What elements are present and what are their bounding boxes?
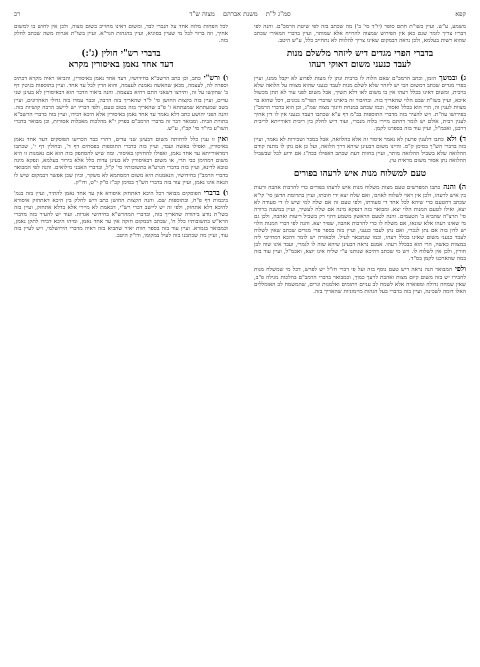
text-paragraph — [254, 74, 466, 133]
paragraph-lemma: ד) ולא — [446, 134, 466, 144]
section-title-line: בדברי רש"י חולין (ג':) — [81, 49, 161, 60]
page-number: רכ — [14, 10, 21, 18]
paragraph-body: כתב, וכן כתב הרשב"א בחידושיו, דעד אחד נאמן באיסורין, והביאו ראיה מקרא דכתיב וספרה לה, לעצמה, מכאן שהאשה נאמנת לעצמה, והוא הדין לכל עד אחד. ועיין בתוספות בגיטין דף ב' שהקשו על זה, ותירצו דשאני התם דהיא בעצמה. והנה ביאור הדבר הוא דבאיסורין לא בעינן שני עדים, ועיין בזה בקצות החושן סי' ל"ד שהאריך בזה הרבה, וכבר עמדו בזה גדולי האחרונים, ועיין בשב שמעתתא שמעתתא ו' פ"ב שהאריך בזה בטוב טעם, ולפי דבריו יש ליישב הרבה קושיות בזה. והנה הפני יהושע כתב דלא נאמר עד אחד נאמן באיסורין אלא היכא דבידו, ועיין בזה בדברי הרשב"א בתורת הבית. ומבואר דבר זה בדברי הרמב"ם בפרק י"א מהלכות מאכלות אסורות, וכן מבואר בדברי השו"ע ביו"ד סי' קכ"ז, ע"ש. — [14, 76, 228, 132]
text-paragraph — [14, 135, 228, 187]
header-book-title: משנת אברהם — [223, 10, 258, 18]
paragraph-lemma: ו) ורש"י — [203, 73, 228, 83]
header-center-title: סמ"ג ל"ת — [265, 10, 291, 18]
paragraph-body: הזמן, וכתב הרמב"ם שאם הלוה לו ברבית ונתן לו מעות לפרוע לא יקבל ממנו, ועיין בפרי מגדים שכתב דמשום הכי יש ליזהר שלא לשלם מנות לעבד כנעני שהוא מצווה על הלואה שלא ברבית, ומשום דאינו בכלל רעהו אין בו משום לאו דלא תשיך, אבל משום לפני עור לא תתן מכשול איכא, ועיין בשו"ת שבט הלוי שהאריך בזה. ובחיבור זה ביארנו שדברי הפר"מ נכונים, דכל שהוא בר מצוות לענין זה, הרי הוא בכלל ואסור, וכמו שכתב במנחת חינוך מצוה שמ"ג, וכן הוא בדברי הרמב"ן בפירושו עה"ת. ויש להעיר בזה מדברי התוספות בב"מ דף ע"א שכתבו דעבד כנעני אין לו דין אחיך לענין רבית, אולם יש לומר דהתם מיירי בלוה מנכרי, ועוד דיש לחלק בין ריבית דאורייתא לריבית דרבנן, ואכמ"ל, ועיין עוד בזה בספרנו לקמן. — [254, 76, 466, 132]
section-title-line: דעד אחד נאמן באיסורין מקרא — [68, 60, 174, 71]
paragraph-body: כתבו דלענין פרעון לא נאמר איסור זה אלא בהלוואה, אבל במכר ושכירות לא נאמר, ועיין בזה בדברי הש"ך בסימן ק"ס. והיינו משום דבעינן שיהא דרך הלואה, ועל כן אם נתן לו מתנה קודם ההלואה שלא בשביל ההלואה מותר, ועיין בחוות דעת שכתב דאפילו בכה"ג אם ידוע לכל שבשביל ההלואה נתן אסור משום מראית עין. — [254, 137, 466, 165]
paragraph-body: לכל הפחות מלוה אחד על הנכרי לבד, ומשום דאינו מחוייב בשום מצוה, ולכן אין לחוש בו למשום אחיך, וזה ברור לכל מי שעיין בסוגיא, ועיין בהגהות הגר"א. ועיין בשו"ת אגרות משה שכתב לחלק בזה. — [14, 24, 228, 45]
section-title-line: טעם למשלוח מנות איש לרעהו בפורים — [293, 169, 427, 180]
text-paragraph — [254, 24, 466, 45]
page-header — [14, 8, 466, 20]
header-center — [14, 10, 466, 18]
text-paragraph — [254, 265, 466, 295]
section-title-line: לעבד כנעני משום דאוקי רעהו — [308, 60, 412, 71]
paragraph-body: המבואר הנה נראה דיש טעם נוסף בזה ועל פי דברי חז"ל יש לפרש, דכל מי שמשלח מנות לחבירו יש בזה משום קיום מצות ואהבת לרעך כמוך, וכמבואר בדברי הרמב"ם בהלכות מגילה פ"ב, שאין שמחה גדולה ומפוארה אלא לשמח לב עניים ויתומים ואלמנות וגרים, שהמשמח לב האומללים האלו דומה לשכינה, ועיין בזה בדברי בעל הגהות מיימוניות שהאריך בזה. — [254, 267, 466, 295]
paragraph-body: כתבו המפרשים טעם מצות משלוח מנות איש לרעהו בפורים כדי להרבות אהבה ורעות בין איש לרעהו, ולכן אין ראוי לשלוח לאויבו, ואם שלח יצא ידי חובתו, ועיין בתרומת הדשן סי' קי"א שכתב דהטעם כדי שיהא לכל אחד די סעודתו, ולפי טעם זה אם שלח למי שיש לו די סעודה לא יצא, ואילו לטעם המנות הלוי יצא. ומבואר בזה דנפקא מינה אם שלח לעשיר, ועיין במשנה ברורה סי' תרצ"ה שהביא ב' הטעמים. והנה לטעם הראשון משמע דהוי רק בשביל ריעות ואהבה, ולכן גם מי שאינו רעהו אלא שונאו, אם משלח לו כדי להרבות אהבה, שפיר יצא. והנה לפי דברי המנות הלוי יש לדון בזה אם נתן לנכרי, ואם נתן לעבד כנעני, ועיין בזה בספר פרי מגדים שכתב שאין לשלוח לעבד כנעני משום שאינו בכלל רעהו, וכמו שנתבאר לעיל. ולכאורה יש לומר דהכא דמחייבי ליה במצוות כאשה, הרי הוא כבכלל רעהו. אמנם נראה דבעינן שיהא שוה לו לגמרי, ועבד אינו שוה לבן חורין, ולכן אין לשלוח לו. ויש מי שכתב דהיכא שנותנו ע"י שליח אינו יוצא, ואכמ"ל, ועיין עוד בזה במה שהארכנו לקמן בס"ד. — [254, 185, 466, 263]
paragraph-lemma: ה) והנה — [443, 182, 466, 192]
paragraph-body: זו ענין כלל לדחותה משום דבעינן שני עדים, דהרי כבר הכריעו הפוסקים דעד אחד נאמן באיסורין, ואפילו באשה ועבד, ועיין בזה בדברי התוספות בפסחים דף ד', ובחולין דף י', שכתבו דמדאורייתא עד אחד נאמן, ואפילו להחזיקו באיסור. ומה שיש להסתפק בזה הוא אם נאמנות זו היא משום דמהימן כבי תרי, או משום דבאיסורין לא בעינן עדות כלל אלא בירור בעלמא, ונפקא מינה טובא לדינא, ועיין בזה בדברי הגרע"א בתשובותיו סי' ק"ל, ובדברי האבני מילואים. והנה לפי המבואר בדברי הרמב"ן בחידושיו, הנאמנות היא משום דמסתמא לא משקר, וכיון שכן אפשר דבמקום שיש לו הנאה אינו נאמן, ועיין עוד בזה בדברי הש"ך בסימן קכ"ז ס"ק י"ט, ודו"ק. — [14, 137, 228, 186]
section-title-line: בדברי הפרי מגדים דיש ליזהר מלשלם מנות — [286, 49, 434, 60]
left-text-column — [14, 24, 228, 653]
paragraph-body: משמע, ע"ש. ועיין בשו"ת חתם סופר (יו"ד סי' ב') מה שכתב בזה לפי שיטת הרמב"ם. והנה לפי דבריו צריך לומר שגם כאן אין הפירוש שמצוה להרויח אלא שמותר, ועיין בדברי המאירי שכתב שהוא רשות בעלמא, ולכן נראה דבמקום שאינו צריך להלוות לא נתחייב כלל, ע"ש היטב. — [254, 24, 466, 45]
paragraph-lemma: ג) ובמשך — [439, 73, 466, 83]
text-paragraph — [14, 74, 228, 133]
text-paragraph — [254, 183, 466, 263]
section-title — [14, 49, 228, 71]
header-mitzvah-ref: מצוה ש"ד — [189, 10, 215, 18]
header-right-text: קפא — [455, 10, 466, 18]
section-title — [254, 169, 466, 180]
text-paragraph — [254, 135, 466, 165]
paragraph-lemma: ו) בדברי — [203, 187, 228, 197]
section-title — [254, 49, 466, 71]
paragraph-lemma: ואין — [217, 134, 228, 144]
paragraph-body: הפוסקים מבואר דכל היכא דאתחזק איסורא אין עד אחד נאמן להתיר, ועיין בזה בגמ' ביבמות דף פ"ח, ובתוספות שם. והנה הקצות החושן כתב דיש לחלק בין היכא דאתחזק איסורא להיכא דלא אתחזק, ולפי זה יש ליישב דברי רש"י, דבאמת לא מיירי אלא בדלא אתחזק, ועיין בזה בשו"ת נודע ביהודה שהאריך בזה, ובדברי המהרש"א בחידושי אגדות. ועוד יש להעיר בזה מדברי הרא"ש בתשובותיו כלל ח', שכתב דבמקום חזקה אין עד אחד נאמן, ומיהו היכא דבידו לתקן נאמן, וכמבואר בגמרא. ועיין עוד בזה בספר חוות יאיר שהביא בזה ראיה מדברי הירושלמי, ויש לעיין בזה עוד, ועיין מה שכתבנו בזה לעיל במקומו, ודו"ק היטב. — [14, 190, 228, 240]
text-paragraph — [14, 189, 228, 241]
text-paragraph — [14, 24, 228, 45]
paragraph-lemma: ולפי — [455, 264, 466, 274]
right-text-column — [254, 24, 466, 653]
